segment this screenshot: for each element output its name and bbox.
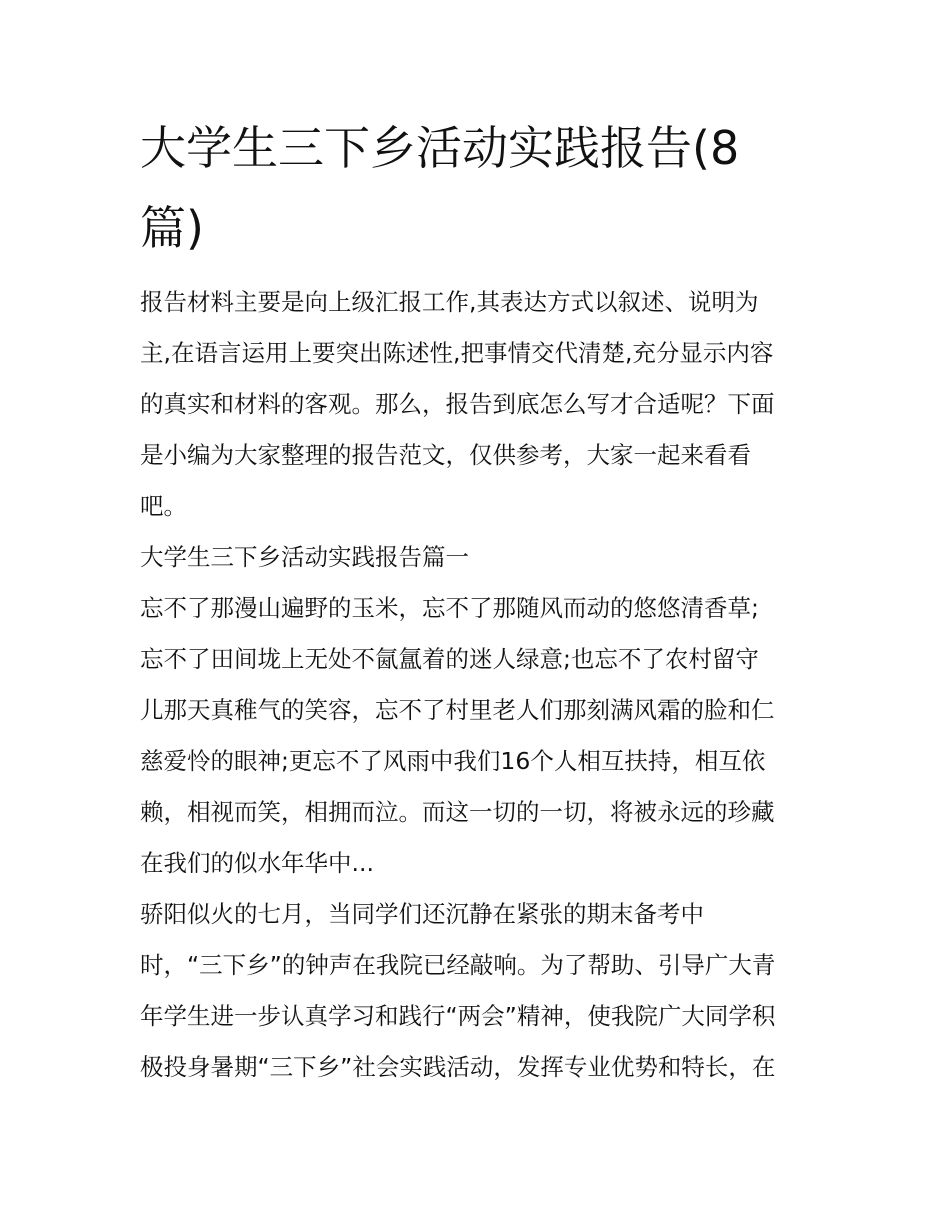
document-body [140, 277, 820, 1093]
title-line-1: 大学生三下乡活动实践报告(8 [140, 121, 740, 175]
paragraph-2 [140, 889, 820, 1093]
text-line: 极投身暑期“三下乡”社会实践活动，发挥专业优势和特长，在 [140, 1053, 776, 1081]
section-heading [140, 532, 820, 583]
text-line: 慈爱怜的眼神;更忘不了风雨中我们16个人相互扶持，相互依 [140, 747, 766, 775]
text-line: 报告材料主要是向上级汇报工作,其表达方式以叙述、说明为 [140, 288, 759, 316]
paragraph-1 [140, 583, 820, 889]
text-line: 忘不了那漫山遍野的玉米，忘不了那随风而动的悠悠清香草; [140, 594, 759, 622]
section-heading-text: 大学生三下乡活动实践报告篇一 [140, 543, 469, 571]
text-line: 主,在语言运用上要突出陈述性,把事情交代清楚,充分显示内容 [140, 339, 774, 367]
intro-paragraph [140, 277, 820, 532]
document-title [140, 108, 830, 268]
text-line: 儿那天真稚气的笑容，忘不了村里老人们那刻满风霜的脸和仁 [140, 696, 775, 724]
text-line: 时，“三下乡”的钟声在我院已经敲响。为了帮助、引导广大青 [140, 951, 776, 979]
title-line-2: 篇) [140, 201, 204, 255]
text-line: 年学生进一步认真学习和践行“两会”精神，使我院广大同学积 [140, 1002, 776, 1030]
text-line: 骄阳似火的七月，当同学们还沉静在紧张的期末备考中 [140, 900, 704, 928]
text-line: 是小编为大家整理的报告范文，仅供参考，大家一起来看看 [140, 441, 751, 469]
text-line: 的真实和材料的客观。那么，报告到底怎么写才合适呢？下面 [140, 390, 775, 418]
text-line: 赖，相视而笑，相拥而泣。而这一切的一切，将被永远的珍藏 [140, 798, 775, 826]
text-line: 吧。 [140, 492, 187, 520]
text-line: 在我们的似水年华中... [140, 849, 374, 877]
text-line: 忘不了田间垅上无处不氤氲着的迷人绿意;也忘不了农村留守 [140, 645, 759, 673]
